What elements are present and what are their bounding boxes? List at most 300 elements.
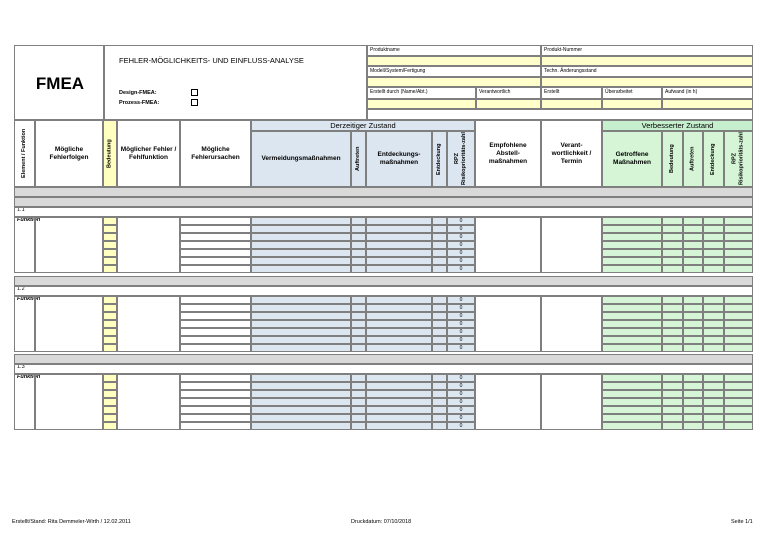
input-cell[interactable] [251, 225, 351, 233]
rpz-value: 0 [447, 406, 475, 414]
input-cell[interactable] [366, 225, 432, 233]
input-cell[interactable] [703, 344, 724, 352]
aufwand-field[interactable] [662, 99, 753, 109]
input-cell[interactable] [103, 382, 117, 390]
input-cell[interactable] [662, 312, 683, 320]
input-cell[interactable] [683, 225, 703, 233]
function-row [14, 364, 753, 380]
input-cell[interactable] [703, 257, 724, 265]
input-cell[interactable] [251, 390, 351, 398]
produkt-nummer-label-cell [541, 45, 753, 56]
input-cell[interactable] [432, 257, 447, 265]
input-cell[interactable] [251, 336, 351, 344]
input-cell[interactable] [724, 382, 753, 390]
input-cell[interactable] [724, 249, 753, 257]
rpz-value: 0 [447, 398, 475, 406]
input-cell[interactable] [703, 374, 724, 382]
input-cell[interactable] [251, 328, 351, 336]
input-cell[interactable] [117, 374, 180, 430]
input-cell[interactable] [683, 328, 703, 336]
design-fmea-checkbox[interactable] [191, 89, 198, 96]
input-cell[interactable] [724, 374, 753, 382]
input-cell[interactable] [602, 265, 662, 273]
input-cell[interactable] [180, 233, 251, 241]
input-cell[interactable] [103, 398, 117, 406]
input-cell[interactable] [602, 225, 662, 233]
input-cell[interactable] [602, 217, 662, 225]
input-cell[interactable] [251, 257, 351, 265]
rpz-value: 0 [447, 265, 475, 273]
input-cell[interactable] [103, 390, 117, 398]
input-cell[interactable] [432, 422, 447, 430]
input-cell[interactable] [602, 336, 662, 344]
input-cell[interactable] [724, 320, 753, 328]
input-cell[interactable] [683, 265, 703, 273]
input-cell[interactable] [103, 249, 117, 257]
erstellt-durch-label: Erstellt durch (Name/Abt.) [370, 89, 428, 95]
input-cell[interactable] [662, 249, 683, 257]
input-cell[interactable] [366, 336, 432, 344]
input-cell[interactable] [14, 374, 35, 430]
input-cell[interactable] [602, 328, 662, 336]
input-cell[interactable] [703, 249, 724, 257]
input-cell[interactable] [724, 304, 753, 312]
col-auftreten: Auftreten [351, 131, 366, 187]
input-cell[interactable] [703, 217, 724, 225]
input-cell[interactable] [662, 217, 683, 225]
input-cell[interactable] [351, 296, 366, 304]
rpz-value: 0 [447, 296, 475, 304]
input-cell[interactable] [103, 320, 117, 328]
col-entdeckung: Entdeckung [432, 131, 447, 187]
input-cell[interactable] [180, 225, 251, 233]
input-cell[interactable] [35, 217, 103, 273]
input-cell[interactable] [103, 304, 117, 312]
input-cell[interactable] [602, 344, 662, 352]
erstellt-label-cell [541, 87, 602, 99]
input-cell[interactable] [35, 374, 103, 430]
input-cell[interactable] [703, 320, 724, 328]
input-cell[interactable] [103, 344, 117, 352]
input-cell[interactable] [103, 328, 117, 336]
input-cell[interactable] [724, 241, 753, 249]
input-cell[interactable] [703, 328, 724, 336]
input-cell[interactable] [351, 328, 366, 336]
input-cell[interactable] [662, 422, 683, 430]
input-cell[interactable] [475, 374, 541, 430]
input-cell[interactable] [180, 374, 251, 382]
input-cell[interactable] [602, 374, 662, 382]
input-cell[interactable] [662, 414, 683, 422]
input-cell[interactable] [703, 336, 724, 344]
input-cell[interactable] [662, 406, 683, 414]
input-cell[interactable] [602, 406, 662, 414]
input-cell[interactable] [683, 336, 703, 344]
input-cell[interactable] [683, 344, 703, 352]
footer-author: Erstellt/Stand: Rita Demmeler-Wirth / 12.02.2011 [12, 519, 131, 525]
input-cell[interactable] [366, 217, 432, 225]
input-cell[interactable] [724, 225, 753, 233]
produktname-field[interactable] [367, 56, 541, 66]
input-cell[interactable] [541, 217, 602, 273]
input-cell[interactable] [683, 304, 703, 312]
input-cell[interactable] [724, 312, 753, 320]
input-cell[interactable] [662, 320, 683, 328]
input-cell[interactable] [683, 312, 703, 320]
input-cell[interactable] [251, 382, 351, 390]
rpz-value: 0 [447, 390, 475, 398]
input-cell[interactable] [180, 422, 251, 430]
rpz-value: 0 [447, 249, 475, 257]
input-cell[interactable] [602, 257, 662, 265]
input-cell[interactable] [432, 336, 447, 344]
input-cell[interactable] [351, 225, 366, 233]
input-cell[interactable] [366, 233, 432, 241]
input-cell[interactable] [703, 422, 724, 430]
footer-page: Seite 1/1 [731, 519, 753, 525]
input-cell[interactable] [180, 320, 251, 328]
input-cell[interactable] [683, 422, 703, 430]
rpz-value: 0 [447, 312, 475, 320]
input-cell[interactable] [366, 257, 432, 265]
input-cell[interactable] [703, 382, 724, 390]
process-fmea-checkbox[interactable] [191, 99, 198, 106]
input-cell[interactable] [351, 217, 366, 225]
input-cell[interactable] [602, 422, 662, 430]
input-cell[interactable] [180, 265, 251, 273]
input-cell[interactable] [432, 249, 447, 257]
produkt-nummer-label: Produkt-Nummer [544, 47, 583, 53]
erstellt-durch-field[interactable] [367, 99, 476, 109]
input-cell[interactable] [103, 241, 117, 249]
input-cell[interactable] [432, 312, 447, 320]
fmea-sheet [14, 45, 753, 435]
input-cell[interactable] [351, 257, 366, 265]
input-cell[interactable] [662, 390, 683, 398]
input-cell[interactable] [103, 414, 117, 422]
input-cell[interactable] [432, 225, 447, 233]
input-cell[interactable] [103, 233, 117, 241]
input-cell[interactable] [703, 414, 724, 422]
input-cell[interactable] [683, 296, 703, 304]
input-cell[interactable] [351, 249, 366, 257]
input-cell[interactable] [602, 382, 662, 390]
input-cell[interactable] [724, 390, 753, 398]
input-cell[interactable] [683, 382, 703, 390]
input-cell[interactable] [103, 422, 117, 430]
input-cell[interactable] [662, 344, 683, 352]
input-cell[interactable] [366, 406, 432, 414]
input-cell[interactable] [366, 374, 432, 382]
input-cell[interactable] [703, 233, 724, 241]
input-cell[interactable] [432, 265, 447, 273]
input-cell[interactable] [432, 382, 447, 390]
input-cell[interactable] [683, 406, 703, 414]
aufwand-label-cell [662, 87, 753, 99]
input-cell[interactable] [251, 249, 351, 257]
input-cell[interactable] [683, 233, 703, 241]
input-cell[interactable] [432, 233, 447, 241]
input-cell[interactable] [602, 414, 662, 422]
process-fmea-label: Prozess-FMEA: [119, 100, 160, 106]
section-row-1.1 [14, 197, 753, 213]
input-cell[interactable] [180, 414, 251, 422]
input-cell[interactable] [366, 312, 432, 320]
input-cell[interactable] [251, 374, 351, 382]
input-cell[interactable] [432, 390, 447, 398]
input-cell[interactable] [180, 336, 251, 344]
input-cell[interactable] [432, 398, 447, 406]
input-cell[interactable] [251, 265, 351, 273]
input-cell[interactable] [251, 233, 351, 241]
input-cell[interactable] [432, 320, 447, 328]
input-cell[interactable] [724, 398, 753, 406]
input-cell[interactable] [117, 217, 180, 273]
input-cell[interactable] [602, 241, 662, 249]
input-cell[interactable] [351, 312, 366, 320]
input-cell[interactable] [351, 233, 366, 241]
input-cell[interactable] [103, 296, 117, 304]
input-cell[interactable] [602, 398, 662, 406]
function-label: Funktion [17, 217, 41, 223]
col-getroffene: Getroffene Maßnahmen [602, 131, 662, 187]
input-cell[interactable] [351, 406, 366, 414]
input-cell[interactable] [251, 241, 351, 249]
input-cell[interactable] [683, 414, 703, 422]
input-cell[interactable] [683, 257, 703, 265]
section-id: 1.2 [17, 286, 25, 292]
input-cell[interactable] [14, 217, 35, 273]
input-cell[interactable] [703, 225, 724, 233]
input-cell[interactable] [351, 414, 366, 422]
input-cell[interactable] [366, 398, 432, 406]
input-cell[interactable] [432, 374, 447, 382]
input-cell[interactable] [351, 320, 366, 328]
input-cell[interactable] [602, 296, 662, 304]
input-cell[interactable] [103, 225, 117, 233]
input-cell[interactable] [602, 312, 662, 320]
input-cell[interactable] [662, 241, 683, 249]
input-cell[interactable] [103, 257, 117, 265]
input-cell[interactable] [703, 406, 724, 414]
input-cell[interactable] [103, 265, 117, 273]
input-cell[interactable] [366, 241, 432, 249]
input-cell[interactable] [251, 312, 351, 320]
input-cell[interactable] [703, 390, 724, 398]
input-cell[interactable] [103, 217, 117, 225]
input-cell[interactable] [662, 304, 683, 312]
input-cell[interactable] [351, 265, 366, 273]
input-cell[interactable] [366, 390, 432, 398]
input-cell[interactable] [724, 296, 753, 304]
input-cell[interactable] [724, 336, 753, 344]
input-cell[interactable] [366, 414, 432, 422]
col-rpz2: RPZ Risikoprioritäts-zahl [724, 131, 753, 187]
input-cell[interactable] [180, 241, 251, 249]
input-cell[interactable] [703, 241, 724, 249]
input-cell[interactable] [662, 265, 683, 273]
input-cell[interactable] [366, 422, 432, 430]
input-cell[interactable] [683, 217, 703, 225]
input-cell[interactable] [351, 382, 366, 390]
info-spacer-row [367, 109, 753, 120]
input-cell[interactable] [683, 374, 703, 382]
input-cell[interactable] [180, 217, 251, 225]
input-cell[interactable] [724, 233, 753, 241]
input-cell[interactable] [724, 217, 753, 225]
main-title: FEHLER-MÖGLICHKEITS- UND EINFLUSS-ANALYSE [119, 56, 304, 65]
input-cell[interactable] [724, 257, 753, 265]
input-cell[interactable] [724, 406, 753, 414]
input-cell[interactable] [180, 390, 251, 398]
input-cell[interactable] [366, 296, 432, 304]
input-cell[interactable] [602, 320, 662, 328]
input-cell[interactable] [703, 312, 724, 320]
input-cell[interactable] [703, 398, 724, 406]
input-cell[interactable] [432, 296, 447, 304]
input-cell[interactable] [432, 414, 447, 422]
input-cell[interactable] [351, 422, 366, 430]
input-cell[interactable] [432, 241, 447, 249]
input-cell[interactable] [351, 390, 366, 398]
rpz-value: 0 [447, 257, 475, 265]
input-cell[interactable] [662, 374, 683, 382]
input-cell[interactable] [662, 296, 683, 304]
input-cell[interactable] [683, 390, 703, 398]
input-cell[interactable] [662, 328, 683, 336]
input-cell[interactable] [683, 249, 703, 257]
input-cell[interactable] [180, 382, 251, 390]
col-element: Element / Funktion [14, 120, 35, 187]
input-cell[interactable] [662, 382, 683, 390]
input-cell[interactable] [35, 296, 103, 352]
input-cell[interactable] [251, 320, 351, 328]
input-cell[interactable] [703, 304, 724, 312]
input-cell[interactable] [602, 249, 662, 257]
input-cell[interactable] [180, 344, 251, 352]
input-cell[interactable] [366, 265, 432, 273]
input-cell[interactable] [662, 336, 683, 344]
input-cell[interactable] [117, 296, 180, 352]
input-cell[interactable] [180, 257, 251, 265]
input-cell[interactable] [602, 233, 662, 241]
ueberarbeitet-field[interactable] [602, 99, 662, 109]
input-cell[interactable] [366, 344, 432, 352]
input-cell[interactable] [432, 406, 447, 414]
input-cell[interactable] [475, 296, 541, 352]
input-cell[interactable] [351, 336, 366, 344]
input-cell[interactable] [180, 249, 251, 257]
section-id: 1.1 [17, 207, 25, 213]
col-verantwortlichkeit: Verant-wortlichkeit / Termin [541, 120, 602, 187]
input-cell[interactable] [180, 398, 251, 406]
section-row-1.2 [14, 276, 753, 292]
erstellt-field[interactable] [541, 99, 602, 109]
input-cell[interactable] [251, 217, 351, 225]
input-cell[interactable] [724, 344, 753, 352]
input-cell[interactable] [351, 374, 366, 382]
input-cell[interactable] [103, 406, 117, 414]
input-cell[interactable] [180, 296, 251, 304]
input-cell[interactable] [432, 304, 447, 312]
input-cell[interactable] [662, 225, 683, 233]
title-cell [104, 45, 367, 120]
input-cell[interactable] [351, 344, 366, 352]
techn-stand-field[interactable] [541, 77, 753, 87]
col-bedeutung: Bedeutung [103, 120, 117, 187]
ueberarbeitet-label: Überarbeitet [605, 89, 633, 95]
col-fehlerfolgen: Mögliche Fehlerfolgen [35, 120, 103, 187]
input-cell[interactable] [103, 374, 117, 382]
input-cell[interactable] [683, 241, 703, 249]
rpz-value: 0 [447, 320, 475, 328]
input-cell[interactable] [351, 398, 366, 406]
col-fehler: Möglicher Fehler / Fehlfunktion [117, 120, 180, 187]
input-cell[interactable] [14, 296, 35, 352]
input-cell[interactable] [366, 382, 432, 390]
input-cell[interactable] [366, 249, 432, 257]
input-cell[interactable] [251, 398, 351, 406]
input-cell[interactable] [103, 336, 117, 344]
input-cell[interactable] [180, 406, 251, 414]
input-cell[interactable] [351, 241, 366, 249]
input-cell[interactable] [366, 304, 432, 312]
input-cell[interactable] [724, 265, 753, 273]
input-cell[interactable] [103, 312, 117, 320]
logo-cell [14, 45, 104, 120]
produkt-nummer-field[interactable] [541, 56, 753, 66]
input-cell[interactable] [541, 374, 602, 430]
input-cell[interactable] [351, 304, 366, 312]
input-cell[interactable] [251, 422, 351, 430]
input-cell[interactable] [251, 406, 351, 414]
input-cell[interactable] [432, 344, 447, 352]
input-cell[interactable] [541, 296, 602, 352]
input-cell[interactable] [180, 312, 251, 320]
input-cell[interactable] [180, 304, 251, 312]
function-label: Funktion [17, 296, 41, 302]
input-cell[interactable] [366, 328, 432, 336]
input-cell[interactable] [251, 296, 351, 304]
input-cell[interactable] [602, 304, 662, 312]
input-cell[interactable] [662, 233, 683, 241]
input-cell[interactable] [683, 398, 703, 406]
input-cell[interactable] [602, 390, 662, 398]
input-cell[interactable] [180, 328, 251, 336]
input-cell[interactable] [662, 398, 683, 406]
input-cell[interactable] [683, 320, 703, 328]
input-cell[interactable] [724, 414, 753, 422]
input-cell[interactable] [251, 304, 351, 312]
verantwortlich-field[interactable] [476, 99, 541, 109]
techn-stand-label-cell [541, 66, 753, 77]
input-cell[interactable] [724, 422, 753, 430]
input-cell[interactable] [475, 217, 541, 273]
input-cell[interactable] [662, 257, 683, 265]
input-cell[interactable] [251, 344, 351, 352]
rpz-value: 0 [447, 233, 475, 241]
input-cell[interactable] [724, 328, 753, 336]
current-state-header: Derzeitiger Zustand [251, 120, 475, 131]
input-cell[interactable] [366, 320, 432, 328]
rpz-value: 0 [447, 414, 475, 422]
input-cell[interactable] [251, 414, 351, 422]
input-cell[interactable] [432, 217, 447, 225]
input-cell[interactable] [432, 328, 447, 336]
input-cell[interactable] [703, 265, 724, 273]
modell-field[interactable] [367, 77, 541, 87]
input-cell[interactable] [703, 296, 724, 304]
